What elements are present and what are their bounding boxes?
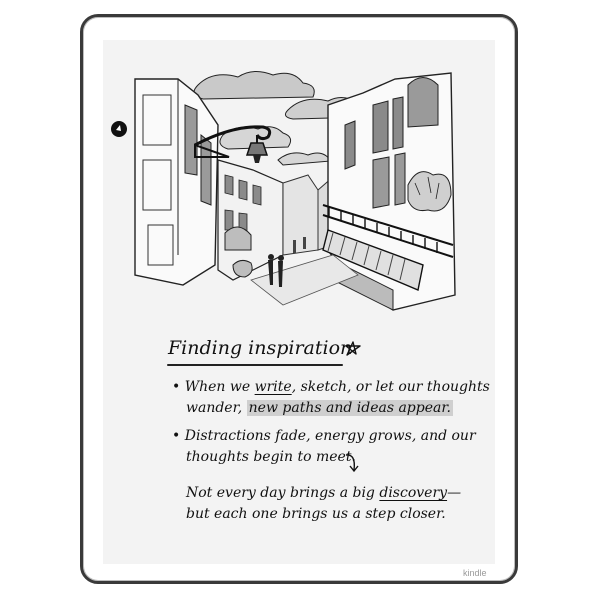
pen-toolbar-toggle-icon[interactable]: [111, 121, 127, 137]
quote-text: Not every day brings a big: [186, 485, 380, 501]
page-title: Finding inspiration: [168, 337, 353, 359]
bullet-text: When we: [184, 379, 255, 395]
bullet-text: wander,: [186, 400, 247, 416]
bullet-marker: •: [172, 428, 181, 444]
quote-text: —: [447, 485, 462, 501]
bullet-text: Distractions fade, energy grows, and our: [184, 428, 476, 444]
bullet-marker: •: [172, 379, 181, 395]
bullet-item-1: [172, 377, 490, 419]
underlined-word: discovery: [379, 485, 448, 501]
curved-down-arrow-icon: [344, 452, 360, 474]
bullet-text: , sketch, or let our thoughts: [291, 379, 490, 395]
closing-quote: [186, 483, 461, 525]
bullet-text: thoughts begin to meet.: [186, 449, 356, 465]
underlined-word: write: [254, 379, 292, 395]
starburst-doodle-icon: [344, 340, 362, 358]
quote-text: but each one brings us a step closer.: [186, 506, 446, 522]
street-illustration: [133, 65, 463, 315]
highlighted-text[interactable]: new paths and ideas appear.: [248, 400, 451, 416]
title-underline: [167, 364, 343, 366]
kindle-logo: kindle: [463, 568, 487, 578]
bullet-item-2: [172, 426, 476, 468]
